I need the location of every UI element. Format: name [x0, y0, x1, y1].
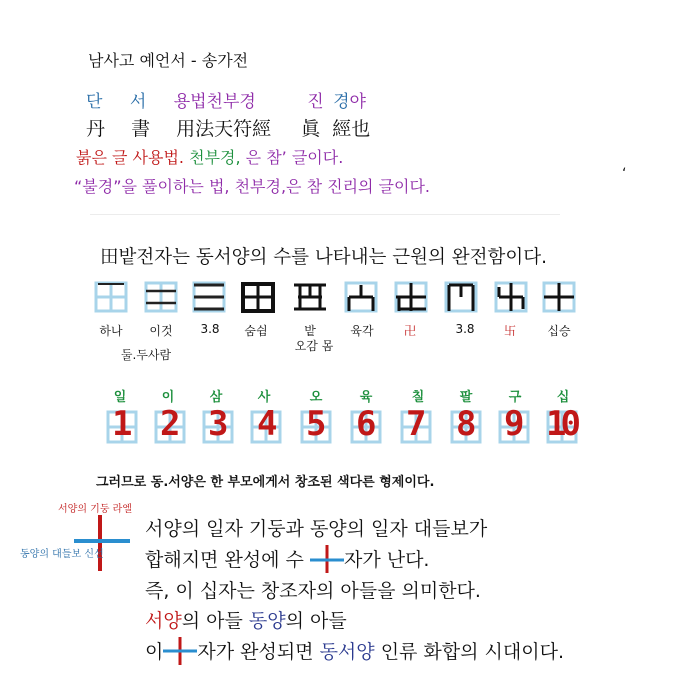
glyph-label-10: 십승: [547, 324, 571, 338]
word-ya: 야: [349, 92, 366, 112]
translation-part-a: 붉은 글 사용법.: [76, 148, 184, 167]
big-line-4-west: 서양: [145, 610, 182, 632]
pillar-label: 서양의 기둥 라엘: [58, 504, 132, 515]
number-6: 육: [359, 390, 373, 405]
number-4: 사: [257, 390, 271, 405]
field-glyph-2: [146, 283, 176, 311]
number-7: 칠: [411, 390, 425, 405]
glyph-label-2: 이것: [149, 324, 173, 338]
digit-10: 10: [546, 404, 575, 444]
big-line-1: 서양의 일자 기둥과 동양의 일자 대들보가: [145, 518, 488, 540]
glyph-label-5: 밭: [304, 324, 316, 338]
digit-6: 6: [356, 404, 377, 444]
big-line-3: 즉, 이 십자는 창조자의 아들을 의미한다.: [145, 580, 481, 602]
digit-7: 7: [406, 404, 427, 444]
big-line-2: [145, 545, 429, 573]
hanja-jin: 眞: [301, 118, 321, 140]
translation-part-c: 은 참’ 글이다.: [245, 148, 344, 167]
hanja-line: [86, 114, 370, 141]
beam-label: 동양의 대들보 신선: [20, 549, 104, 560]
glyph-label-3: 3.8: [200, 322, 220, 336]
field-glyph-10: [544, 283, 574, 311]
cross-inline-icon-2: [163, 637, 197, 665]
big-line-2-a: 합해지면 완성에 수: [145, 549, 304, 571]
digit-4: 4: [257, 404, 278, 444]
glyph-sublabel-4: 오감 몸: [294, 339, 334, 353]
big-line-4-east: 동양: [248, 610, 286, 632]
number-5: 오: [309, 390, 323, 405]
translation-part-b: 천부경,: [189, 148, 241, 167]
number-8: 팔: [459, 390, 473, 405]
word-jin: 진: [307, 92, 324, 112]
field-glyph-3: [194, 283, 224, 311]
word-seo: 서: [129, 92, 147, 112]
big-line-5-d: 인류 화합의 시대이다.: [380, 641, 564, 663]
cross-icon: [72, 513, 132, 573]
page-title: 남사고 예언서 - 송가전: [88, 51, 249, 70]
word-dan: 단: [86, 92, 103, 112]
field-glyph-7: [396, 283, 426, 311]
korean-reading-line: [86, 87, 366, 112]
digit-5: 5: [306, 404, 327, 444]
number-10: 십: [556, 390, 570, 405]
glyph-label-4: 숨쉼: [244, 324, 268, 338]
big-line-5-eastwest: 동서양: [319, 641, 375, 663]
hanja-ya: 也: [351, 118, 371, 140]
digit-3: 3: [208, 404, 229, 444]
hanja-dan: 丹: [86, 118, 106, 140]
glyph-sublabel-1: 둘.두사람: [120, 348, 172, 362]
big-line-5-a: 이: [145, 641, 164, 663]
glyph-label-6: 육각: [350, 324, 374, 338]
number-1: 일: [113, 390, 127, 405]
field-glyph-5: [294, 285, 326, 309]
hanja-yongbeop: 用法: [176, 118, 215, 140]
field-glyph-6: [346, 283, 376, 311]
hanja-seo: 書: [131, 118, 151, 140]
field-glyph-1: [96, 283, 126, 311]
translation-line-1: [76, 145, 343, 168]
field-glyph-4: [243, 284, 273, 311]
field-glyph-row: [88, 280, 588, 316]
number-3: 삼: [209, 390, 223, 405]
digit-1: 1: [112, 404, 133, 444]
brothers-line: 그러므로 동.서양은 한 부모에게서 창조된 색다른 형제이다.: [96, 475, 435, 490]
section-heading: 田밭전자는 동서양의 수를 나타내는 근원의 완전함이다.: [100, 247, 547, 268]
cross-inline-icon: [310, 545, 344, 573]
big-line-5: [145, 637, 564, 665]
big-line-2-b: 자가 난다.: [343, 549, 430, 571]
word-gyeong: 경: [333, 92, 350, 112]
field-glyph-8: [446, 283, 476, 311]
stray-mark: ‘: [622, 166, 627, 182]
big-line-4-son-b: 의 아들: [285, 610, 347, 632]
digit-9: 9: [504, 404, 525, 444]
number-9: 구: [508, 390, 522, 405]
glyph-label-1: 하나: [99, 324, 123, 338]
glyph-label-8: 3.8: [455, 322, 475, 336]
big-line-4: [145, 606, 347, 633]
divider: [90, 214, 560, 215]
word-cheonbugyeong: 천부경: [206, 92, 256, 112]
glyph-label-9: 卐: [503, 324, 517, 338]
translation-line-2: “불경”을 풀이하는 법, 천부경,은 참 진리의 글이다.: [74, 177, 431, 196]
big-line-5-b: 자가 완성되면: [197, 641, 314, 663]
big-line-4-son-a: 의 아들: [181, 610, 243, 632]
field-glyph-9: [496, 283, 526, 311]
hanja-cheonbugyeong: 天符經: [214, 118, 272, 140]
digit-8: 8: [456, 404, 477, 444]
word-yongbeop: 용법: [173, 92, 207, 112]
digit-2: 2: [160, 404, 181, 444]
number-2: 이: [161, 390, 175, 405]
hanja-gyeong: 經: [332, 118, 352, 140]
glyph-label-7: 卍: [403, 324, 417, 338]
